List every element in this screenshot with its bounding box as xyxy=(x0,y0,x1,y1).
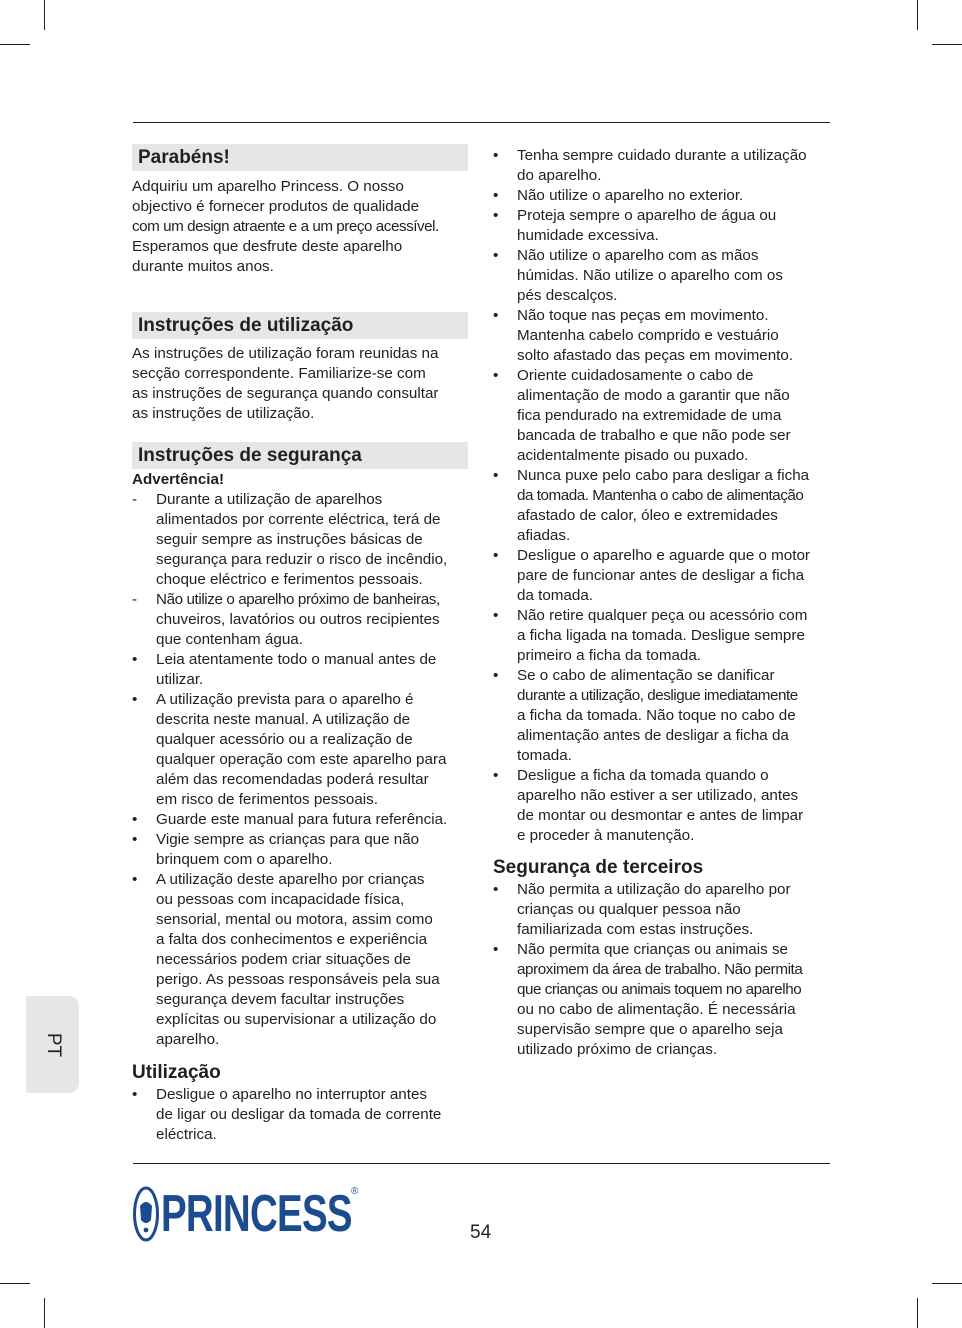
left-column xyxy=(132,144,468,1145)
list-item: • Não utilize o aparelho com as mãos húmidas. Não utilize o aparelho com os pés descalços. xyxy=(493,247,783,304)
right-column xyxy=(493,146,829,1060)
crop-mark xyxy=(0,44,30,45)
list-item: • Vigie sempre as crianças para que não brinquem com o aparelho. xyxy=(132,831,420,868)
list-item: • Guarde este manual para futura referência. xyxy=(132,811,448,828)
section-heading-safety: Instruções de segurança xyxy=(132,442,468,469)
list-item: • Tenha sempre cuidado durante a utilização do aparelho. xyxy=(493,147,807,184)
usage-paragraph: As instruções de utilização foram reunidas na secção correspondente. Familiarize-se com as instruções de segurança quando consultar as instruções de utilização. xyxy=(132,345,439,422)
brand-wordmark: PRINCESS xyxy=(161,1185,352,1243)
crop-mark xyxy=(917,0,918,30)
list-item: • Não retire qualquer peça ou acessório com a ficha ligada na tomada. Desligue sempre primeiro a ficha da tomada. xyxy=(493,607,808,664)
list-item: • Não permita a utilização do aparelho por crianças ou qualquer pessoa não familiarizada com estas instruções. xyxy=(493,881,791,938)
language-tab xyxy=(26,996,79,1093)
language-tab-label: PT xyxy=(42,1032,64,1057)
crop-mark xyxy=(44,0,45,30)
section-heading-third-party: Segurança de terceiros xyxy=(493,857,704,878)
crop-mark xyxy=(44,1298,45,1328)
page-number: 54 xyxy=(470,1222,492,1243)
list-item: • Oriente cuidadosamente o cabo de alimentação de modo a garantir que não fica pendurado na extremidade de uma bancada de trabalho e que não pode ser acidentalmente pisado ou puxado. xyxy=(493,367,791,464)
congrats-paragraph: Adquiriu um aparelho Princess. O nosso objectivo é fornecer produtos de qualidade com um design atraente e a um preço acessível. Esperamos que desfrute deste aparelho durante muitos anos. xyxy=(132,178,439,275)
list-item: • Nunca puxe pelo cabo para desligar a ficha da tomada. Mantenha o cabo de alimentação afastado de calor, óleo e extremidades afiadas. xyxy=(493,467,810,544)
list-item: • Não toque nas peças em movimento. Mantenha cabelo comprido e vestuário solto afastado das peças em movimento. xyxy=(493,307,794,364)
crop-mark xyxy=(932,44,962,45)
warning-label: Advertência! xyxy=(132,471,225,488)
list-item: • Se o cabo de alimentação se danificar durante a utilização, desligue imediatamente a ficha da tomada. Não toque no cabo de alimentação antes de desligar a ficha da tomada. xyxy=(493,667,798,764)
section-heading-congrats: Parabéns! xyxy=(132,144,468,171)
list-item: • Desligue o aparelho e aguarde que o motor pare de funcionar antes de desligar a ficha da tomada. xyxy=(493,547,810,604)
safety-list xyxy=(132,490,468,1050)
safety-list-continued xyxy=(493,146,829,846)
registered-mark: ® xyxy=(351,1186,359,1197)
list-item: • Proteja sempre o aparelho de água ou humidade excessiva. xyxy=(493,207,777,244)
list-item: • A utilização deste aparelho por crianças ou pessoas com incapacidade física, sensorial, mental ou motora, assim como a falta dos conhecimentos e experiência necessários podem criar situações de perigo. As pessoas responsáveis pela sua segurança devem facultar instruções explícitas ou supervisionar a utilização do aparelho. xyxy=(132,871,440,1048)
list-item: • Desligue o aparelho no interruptor antes de ligar ou desligar da tomada de corrente eléctrica. xyxy=(132,1086,442,1143)
list-item: • Desligue a ficha da tomada quando o aparelho não estiver a ser utilizado, antes de montar ou desmontar e antes de limpar e proceder à manutenção. xyxy=(493,767,804,844)
list-item: • Não permita que crianças ou animais se aproximem da área de trabalho. Não permita que crianças ou animais toquem no aparelho ou no cabo de alimentação. É necessária supervisão sempre que o aparelho seja utilizado próximo de crianças. xyxy=(493,941,803,1058)
crop-mark xyxy=(932,1283,962,1284)
third-party-list xyxy=(493,880,829,1060)
list-item: - Durante a utilização de aparelhos alimentados por corrente eléctrica, terá de seguir sempre as instruções básicas de segurança para reduzir o risco de incêndio, choque eléctrico e ferimentos pessoais. xyxy=(132,491,448,588)
section-heading-utilizacao: Utilização xyxy=(132,1062,221,1083)
list-item: • Leia atentamente todo o manual antes de utilizar. xyxy=(132,651,437,688)
crown-emblem-icon xyxy=(133,1186,159,1242)
list-item: • A utilização prevista para o aparelho é descrita neste manual. A utilização de qualquer acessório ou a realização de qualquer operação com este aparelho para além das recomendadas poderá resultar em risco de ferimentos pessoais. xyxy=(132,691,447,808)
top-rule xyxy=(133,122,830,123)
bottom-rule xyxy=(133,1163,830,1164)
list-item: - Não utilize o aparelho próximo de banheiras, chuveiros, lavatórios ou outros recipientes que contenham água. xyxy=(132,591,440,648)
section-heading-usage: Instruções de utilização xyxy=(132,312,468,339)
crop-mark xyxy=(0,1283,30,1284)
crop-mark xyxy=(917,1298,918,1328)
utilizacao-list xyxy=(132,1085,468,1145)
list-item: • Não utilize o aparelho no exterior. xyxy=(493,187,744,204)
princess-logo xyxy=(133,1186,363,1242)
